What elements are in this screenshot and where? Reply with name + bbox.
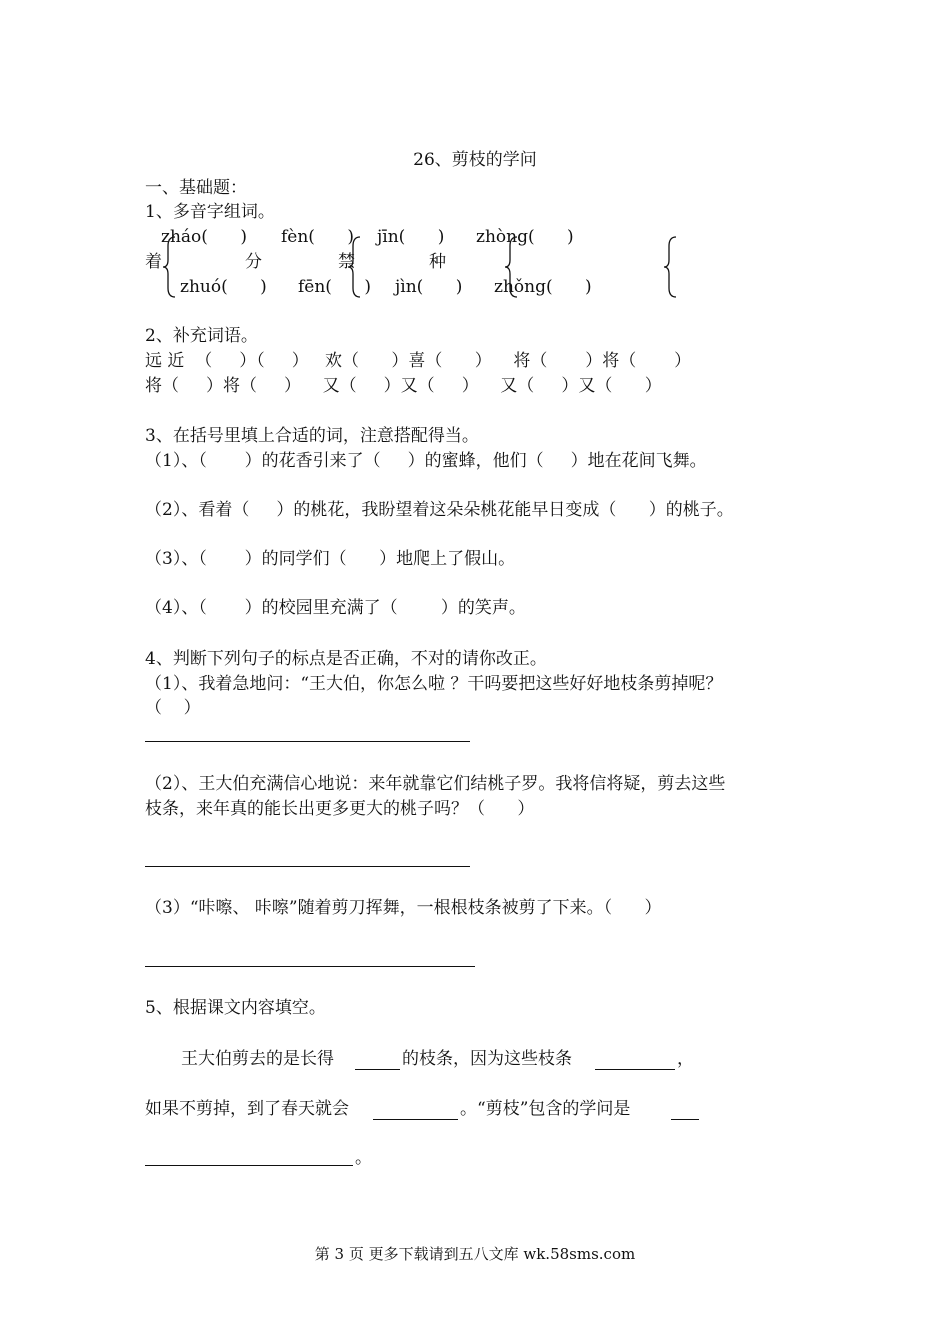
q2-line2: 将（ ）将（ ） 又（ ）又（ ） 又（ ）又（ ） — [145, 376, 662, 396]
section-heading: 一、基础题： — [145, 178, 247, 198]
q3-item-1: （1）、（ ）的花香引来了（ ）的蜜蜂，他们（ ）地在花间飞舞。 — [145, 451, 707, 471]
char-fen: 分 — [245, 252, 262, 272]
q4-item-2: （2）、王大伯充满信心地说：来年就靠它们结桃子罗。我将信将疑，剪去这些 — [145, 774, 726, 794]
char-jin: 禁 — [338, 252, 355, 272]
q3-item-4: （4）、（ ）的校园里充满了（ ）的笑声。 — [145, 598, 526, 618]
page-title: 26、剪枝的学问 — [413, 150, 537, 170]
pinyin-zhuo: zhuó( ) — [180, 277, 267, 297]
fill-blank[interactable] — [145, 1165, 353, 1166]
fill-blank[interactable] — [595, 1069, 675, 1070]
pinyin-zhao: zháo( ) — [161, 227, 247, 247]
answer-line[interactable] — [145, 866, 470, 867]
q2-line1: 远 近 （ ）（ ） 欢（ ）喜（ ） 将（ ）将（ ） — [145, 351, 692, 371]
page-footer: 第 3 页 更多下载请到五八文库 wk.58sms.com — [314, 1245, 636, 1263]
q5-line1-a: 王大伯剪去的是长得 — [181, 1049, 334, 1069]
left-brace-icon — [664, 236, 680, 298]
fill-blank[interactable] — [671, 1119, 699, 1120]
q3-item-3: （3）、（ ）的同学们（ ）地爬上了假山。 — [145, 549, 516, 569]
pinyin-fen1: fēn( ) — [298, 277, 371, 297]
fill-blank[interactable] — [373, 1119, 458, 1120]
q4-item-2-cont: 枝条，来年真的能长出更多更大的桃子吗？（ ） — [145, 799, 535, 819]
q3-heading: 3、在括号里填上合适的词，注意搭配得当。 — [145, 426, 479, 446]
q4-heading: 4、判断下列句子的标点是否正确，不对的请你改正。 — [145, 649, 547, 669]
q3-item-2: （2）、看着（ ）的桃花，我盼望着这朵朵桃花能早日变成（ ）的桃子。 — [145, 500, 734, 520]
q4-item-3: （3）“咔嚓、 咔嚓”随着剪刀挥舞，一根根枝条被剪了下来。（ ） — [145, 898, 662, 918]
q4-item-1: （1）、我着急地问：“王大伯，你怎么啦 ？干吗要把这些好好地枝条剪掉呢？ — [145, 674, 723, 694]
fill-blank[interactable] — [355, 1069, 400, 1070]
q5-line2-b: 。“剪枝”包含的学问是 — [460, 1099, 631, 1119]
q2-heading: 2、补充词语。 — [145, 326, 258, 346]
q5-line2-a: 如果不剪掉，到了春天就会 — [145, 1099, 349, 1119]
left-brace-icon — [505, 236, 521, 298]
pinyin-fen4: fèn( ) — [281, 227, 354, 247]
q1-heading: 1、多音字组词。 — [145, 202, 275, 222]
q5-line1-b: 的枝条，因为这些枝条 — [402, 1049, 572, 1069]
char-zhong: 种 — [429, 252, 446, 272]
q4-item-1-answer: （ ） — [145, 698, 201, 718]
pinyin-jin4: jìn( ) — [395, 277, 463, 297]
char-zhe: 着 — [145, 252, 162, 272]
answer-line[interactable] — [145, 741, 470, 742]
q5-line3-end: 。 — [355, 1148, 372, 1168]
q5-heading: 5、根据课文内容填空。 — [145, 998, 326, 1018]
answer-line[interactable] — [145, 966, 475, 967]
pinyin-zhong3: zhǒng( ) — [494, 277, 592, 297]
left-brace-icon — [348, 236, 364, 298]
pinyin-jin1: jīn( ) — [377, 227, 445, 247]
pinyin-zhong4: zhòng( ) — [476, 227, 574, 247]
left-brace-icon — [163, 236, 179, 298]
q5-line1-c: ， — [677, 1049, 694, 1069]
